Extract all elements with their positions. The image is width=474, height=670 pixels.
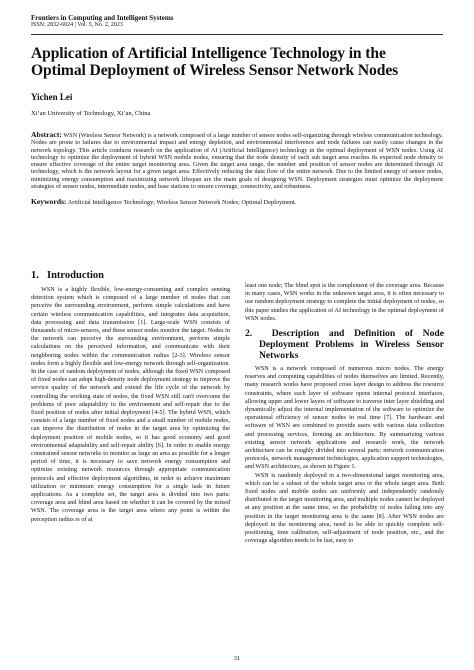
- affiliation: Xi’an University of Technology, Xi’an, China: [31, 110, 151, 117]
- continued-paragraph: least one node; The blind spot is the complement of the coverage area. Because in many cases, WSN works in the unknown target area, it is often necessary to use random deployment strategy to complete the initial deployment of nodes, so this paper studies the application of AI technology in the optimal deployment of WSN nodes.: [245, 282, 444, 322]
- issn-line: ISSN: 2832-6024 | Vol. 5, No. 2, 2023: [31, 22, 123, 28]
- abstract-label: Abstract:: [31, 130, 62, 139]
- abstract-text: WSN (Wireless Sensor Network) is a network composed of a large number of sensor nodes self-organizing through wireless communication technology. Nodes are prone to failures due to environmental impact and energy depletion, and environmental interference and node failures can easily cause changes in the network topology. This article conducts research on the application of AI (Artificial Intelligence) technology in the optimal deployment of WSN nodes. Using AI technology to optimize the deployment of hybrid WSN mobile nodes, ensuring that the node density of each sub target area reaches its expected node density to ensure effective coverage of the entire target monitoring area. Given the target area range, the number and position of sensor nodes are determined through AI technology, which is the network layout for a given target area. Effectively reducing the data flow of the entire network. Due to the limited energy of sensor nodes, minimizing energy consumption and maximizing network lifespan are the main goals of designing WSN. Deployment strategies must optimize the deployment strategies of sensor nodes, intermediate nodes, and base stations to ensure coverage, connectivity, and robustness.: [31, 132, 443, 191]
- body-columns: [31, 270, 443, 650]
- left-column: [31, 270, 230, 524]
- paper-title: Application of Artificial Intelligence Technology in the Optimal Deployment of Wireless Sensor Network Nodes: [31, 45, 399, 79]
- section-1-number: 1.: [31, 270, 39, 281]
- right-column: [245, 282, 444, 545]
- keywords-label: Keywords:: [31, 197, 67, 207]
- journal-name: Frontiers in Computing and Intelligent Systems: [31, 14, 174, 22]
- section-2-paragraph-2: WSN is randomly deployed in a two-dimensional target monitoring area, which can be a subset of the whole target area or the whole target area. Both fixed nodes and mobile nodes are uniformly and independently randomly distributed in the target monitoring area, and multiple nodes cannot be deployed at any position at the same time, so the probability of nodes falling into any position in the target monitoring area is the same [8]. After WSN nodes are deployed in the monitoring area, need to be able to quickly complete self-positioning, time calibration, self-adjustment of node position, etc., and the coverage algorithm needs to be fast, easy to: [245, 471, 444, 545]
- keywords: [31, 198, 443, 207]
- author-name: Yichen Lei: [31, 92, 73, 102]
- section-1-heading: [31, 270, 230, 282]
- section-1-paragraph: WSN is a highly flexible, low-energy-consuming and complex sensing detection system which is composed of a large number of nodes that can perceive the surrounding environment, perform simple calculations and have certain wireless communication capabilities, and integrates data acquisition, data processing and data transmission [1]. Large-scale WSN consists of thousands of micro-sensors, and these sensor nodes monitor the target. Nodes in the network can perceive the surrounding environment, perform simple calculations on the perceived information, and communicate with their neighboring nodes within the communication radius [2-3]. Wireless sensor nodes form a highly flexible and low-energy network through self-organization. In the case of random deployment of nodes, although the fixed WSN composed of fixed nodes can adopt high-density node deployment strategy to improve the service quality of the network and extend the life cycle of the network by controlling the working state of nodes, the fixed WSN still can't overcome the problems of poor adaptability to the environment and self-repair due to the fixed position of nodes after initial deployment [4-5]. The hybrid WSN, which consists of a large number of fixed nodes and a small number of mobile nodes, can improve the distribution of nodes in the target area by optimizing the deployment position of mobile nodes, so it has good economy and good environmental adaptability and self-repair ability [6]. In order to enable energy constrained sensor networks to monitor as large an area as possible for a longer period of time, it is necessary to save network energy consumption and optimize existing network resources through appropriate communication protocols and effective deployment algorithms, in order to achieve maximum utilization or minimum energy consumption for a single task in future applications. As a complete set, the target area is divided into two parts: coverage area and blind area based on whether it can be covered by the mixed WSN. The coverage area is the target area where any point is within the perception radius rs of at: [31, 286, 230, 523]
- page-number: 31: [233, 655, 241, 662]
- header-rule: [31, 34, 443, 35]
- section-2-paragraph-1: WSN is a network composed of numerous micro nodes. The energy reserves and computing capabilities of nodes themselves are limited. Recently, many research works have proposed cross layer design to address the resource constraints, where each layer of software opens internal protocol interfaces, allowing upper and lower layers of software to traverse inter layer shielding and dynamically adjust the internal implementation of the software to optimize the operational efficiency of sensor nodes in real time [7]. The hardware and software of WSN are combined to provide users with various data collection and processing services, forming an architecture. By summarizing various existing sensor network applications and research work, the network architecture can be roughly divided into several parts: network communication protocols, network management technologies, application support technologies, and WSN architecture, as shown in Figure 1.: [245, 365, 444, 471]
- section-1-title: Introduction: [47, 270, 104, 281]
- paper-page: [31, 10, 443, 660]
- section-2-title: Description and Definition of Node Deployment Problems in Wireless Sensor Networks: [259, 328, 444, 362]
- section-2-heading: [245, 328, 444, 361]
- abstract: [31, 131, 443, 190]
- section-2-number: 2.: [245, 328, 253, 340]
- keywords-text: Artificial Intelligence Technology; Wireless Sensor Network Nodes; Optimal Deployment.: [67, 199, 297, 207]
